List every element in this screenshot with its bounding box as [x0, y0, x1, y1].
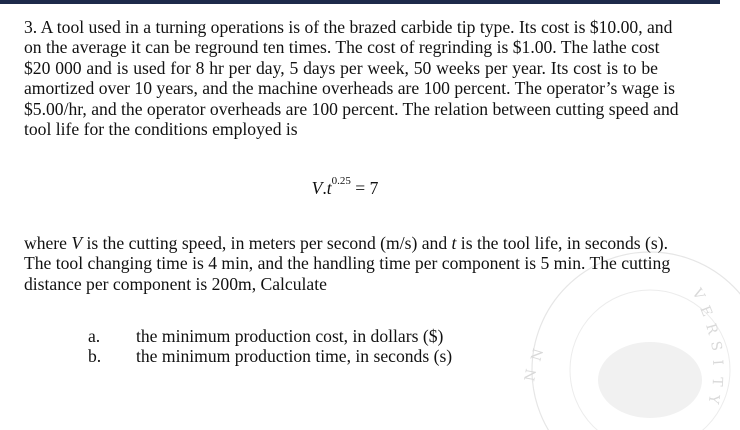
svg-text:V: V — [688, 286, 708, 303]
seal-lettering — [522, 285, 725, 405]
seal-inner-ring — [570, 290, 730, 430]
problem-statement — [24, 17, 679, 140]
list-marker: b. — [88, 346, 102, 366]
tool-life-equation — [0, 175, 690, 199]
problem-line: on the average it can be reground ten times. The cost of regrinding is $1.00. The lathe cost — [24, 37, 660, 58]
list-item-text: the minimum production cost, in dollars ($) — [136, 326, 444, 346]
problem-line: tool life for the conditions employed is — [24, 119, 298, 140]
where-text: where — [24, 233, 72, 253]
svg-text:I: I — [709, 359, 726, 366]
where-line: distance per component is 200m, Calculate — [24, 273, 327, 294]
equation-dot: . — [322, 178, 327, 198]
list-item-text: the minimum production time, in seconds (s) — [136, 346, 453, 366]
problem-line: $20 000 and is used for 8 hr per day, 5 days per week, 50 weeks per year. Its cost is to be — [24, 57, 658, 78]
top-border-bar — [0, 0, 720, 4]
svg-text:E: E — [696, 303, 715, 319]
where-line: The tool changing time is 4 min, and the handling time per component is 5 min. The cutting — [24, 253, 671, 274]
where-text: is the tool life, in seconds (s). — [456, 233, 668, 253]
where-statement — [24, 233, 671, 294]
svg-text:N: N — [522, 367, 541, 383]
list-item-a — [88, 326, 443, 346]
list-item-b — [88, 346, 452, 366]
problem-line: 3. A tool used in a turning operations is of the brazed carbide tip type. Its cost is $10.00, and — [24, 17, 673, 37]
where-var-t: t — [451, 233, 457, 253]
where-text: is the cutting speed, in meters per second (m/s) and — [82, 233, 452, 253]
problem-line: $5.00/hr, and the operator overheads are 100 percent. The relation between cutting speed and — [24, 98, 679, 119]
where-line — [24, 233, 668, 253]
svg-text:R: R — [702, 321, 721, 337]
svg-text:N: N — [528, 346, 548, 364]
svg-text:T: T — [708, 376, 725, 387]
equation-t: t — [326, 178, 332, 198]
equation-rhs: = 7 — [350, 178, 379, 198]
seal-center-emblem — [598, 342, 702, 418]
equation-exponent: 0.25 — [331, 175, 351, 187]
where-var-v: V — [71, 233, 83, 253]
svg-text:S: S — [707, 339, 725, 353]
problem-line: amortized over 10 years, and the machine overheads are 100 percent. The operator’s wage is — [24, 78, 676, 99]
equation-v: V — [311, 178, 323, 198]
svg-text:Y: Y — [704, 393, 722, 405]
list-marker: a. — [88, 326, 101, 346]
